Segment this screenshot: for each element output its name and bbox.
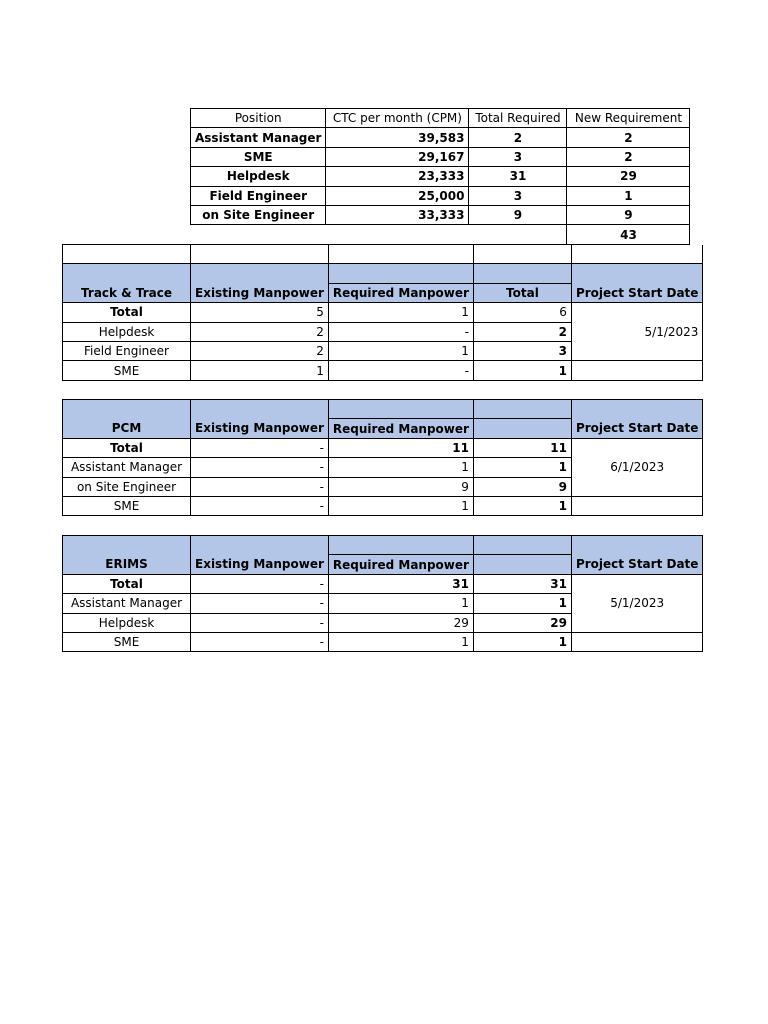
- cell-new: 1: [567, 186, 690, 205]
- cell-total: 6: [473, 303, 571, 322]
- row-label: on Site Engineer: [63, 477, 191, 496]
- table-row: [191, 147, 690, 166]
- cell-total: 1: [473, 458, 571, 477]
- cell-total: 2: [469, 128, 567, 147]
- cell-existing: -: [191, 594, 329, 613]
- header-new-requirement: New Requirement: [567, 109, 690, 128]
- cell-total: 11: [473, 438, 571, 457]
- row-label: SME: [63, 361, 191, 380]
- cell-required: -: [328, 361, 473, 380]
- grand-total: 43: [567, 225, 690, 244]
- row-label: Total: [63, 574, 191, 593]
- row-label: Total: [63, 438, 191, 457]
- header-start-date: Project Start Date: [571, 555, 702, 574]
- header-required: Required Manpower: [328, 419, 473, 438]
- cell-required: 11: [328, 438, 473, 457]
- cell-total: 9: [469, 205, 567, 224]
- header-total-required: Total Required: [469, 109, 567, 128]
- cell-total: 29: [473, 613, 571, 632]
- cell-position: Helpdesk: [191, 167, 326, 186]
- cell-required: 1: [328, 632, 473, 651]
- cell-ctc: 25,000: [326, 186, 469, 205]
- project-name: Track & Trace: [63, 283, 191, 302]
- project-name: ERIMS: [63, 555, 191, 574]
- table-row: [191, 205, 690, 224]
- track-trace-header: [63, 283, 703, 302]
- header-required: Required Manpower: [328, 555, 473, 574]
- cell-position: on Site Engineer: [191, 205, 326, 224]
- row-label: SME: [63, 632, 191, 651]
- header-existing: Existing Manpower: [191, 283, 329, 302]
- cell-total: 1: [473, 361, 571, 380]
- cell-existing: -: [191, 496, 329, 515]
- cell-existing: 5: [191, 303, 329, 322]
- track-trace-table: [62, 244, 703, 381]
- header-position: Position: [191, 109, 326, 128]
- header-total-blank: [473, 555, 571, 574]
- table-row: [63, 574, 703, 593]
- cell-required: 1: [328, 303, 473, 322]
- cell-required: 1: [328, 341, 473, 360]
- cell-ctc: 29,167: [326, 147, 469, 166]
- cell-existing: -: [191, 613, 329, 632]
- cell-required: 1: [328, 594, 473, 613]
- table-row: [63, 438, 703, 457]
- project-name: PCM: [63, 419, 191, 438]
- erims-table: [62, 535, 703, 652]
- row-label: Total: [63, 303, 191, 322]
- row-label: Helpdesk: [63, 322, 191, 341]
- cell-ctc: 23,333: [326, 167, 469, 186]
- header-total: Total: [473, 283, 571, 302]
- row-label: SME: [63, 496, 191, 515]
- start-date: 6/1/2023: [571, 438, 702, 496]
- header-required: Required Manpower: [328, 283, 473, 302]
- header-existing: Existing Manpower: [191, 555, 329, 574]
- cell-existing: 2: [191, 322, 329, 341]
- header-existing: Existing Manpower: [191, 419, 329, 438]
- cell-new: 9: [567, 205, 690, 224]
- cell-existing: 2: [191, 341, 329, 360]
- header-start-date: Project Start Date: [571, 283, 702, 302]
- table-row: [63, 361, 703, 380]
- cell-position: SME: [191, 147, 326, 166]
- cell-position: Assistant Manager: [191, 128, 326, 147]
- cell-new: 2: [567, 147, 690, 166]
- row-label: Helpdesk: [63, 613, 191, 632]
- table-row: [191, 167, 690, 186]
- cell-total: 3: [469, 147, 567, 166]
- cell-required: 1: [328, 496, 473, 515]
- cell-total: 1: [473, 594, 571, 613]
- cell-total: 9: [473, 477, 571, 496]
- row-label: Assistant Manager: [63, 594, 191, 613]
- pcm-table: [62, 399, 703, 516]
- cell-required: -: [328, 322, 473, 341]
- position-table-header: [191, 109, 690, 128]
- cell-existing: -: [191, 477, 329, 496]
- cell-required: 9: [328, 477, 473, 496]
- row-label: Assistant Manager: [63, 458, 191, 477]
- cell-ctc: 39,583: [326, 128, 469, 147]
- cell-existing: -: [191, 458, 329, 477]
- cell-total: 2: [473, 322, 571, 341]
- start-date: 5/1/2023: [571, 574, 702, 632]
- cell-total: 3: [473, 341, 571, 360]
- cell-existing: 1: [191, 361, 329, 380]
- table-row: [191, 186, 690, 205]
- table-row: [63, 496, 703, 515]
- table-row: [191, 128, 690, 147]
- start-date: 5/1/2023: [571, 303, 702, 361]
- row-label: Field Engineer: [63, 341, 191, 360]
- cell-new: 29: [567, 167, 690, 186]
- cell-total: 1: [473, 632, 571, 651]
- cell-existing: -: [191, 574, 329, 593]
- position-table: [190, 108, 690, 245]
- table-row: [63, 303, 703, 322]
- cell-position: Field Engineer: [191, 186, 326, 205]
- cell-existing: -: [191, 632, 329, 651]
- cell-existing: -: [191, 438, 329, 457]
- cell-total: 31: [469, 167, 567, 186]
- header-start-date: Project Start Date: [571, 419, 702, 438]
- erims-header: [63, 555, 703, 574]
- cell-ctc: 33,333: [326, 205, 469, 224]
- header-ctc: CTC per month (CPM): [326, 109, 469, 128]
- cell-total: 31: [473, 574, 571, 593]
- table-row: [63, 632, 703, 651]
- cell-required: 1: [328, 458, 473, 477]
- pcm-header: [63, 419, 703, 438]
- cell-new: 2: [567, 128, 690, 147]
- header-total-blank: [473, 419, 571, 438]
- cell-total: 1: [473, 496, 571, 515]
- cell-total: 3: [469, 186, 567, 205]
- cell-required: 29: [328, 613, 473, 632]
- cell-required: 31: [328, 574, 473, 593]
- grand-total-row: [191, 225, 690, 244]
